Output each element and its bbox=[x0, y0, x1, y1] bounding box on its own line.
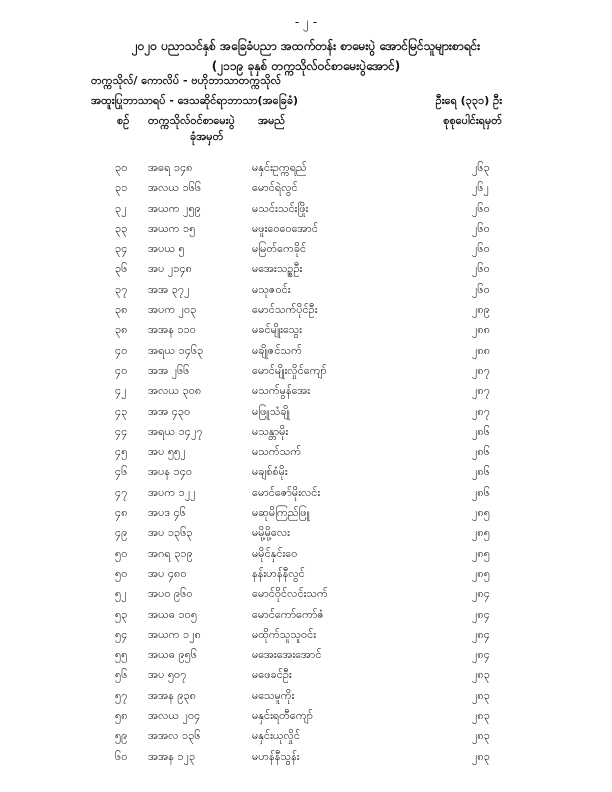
row-marks: ၂၈၄ bbox=[472, 627, 490, 641]
row-number: ၆၀ bbox=[115, 749, 128, 763]
row-marks: ၂၈၉ bbox=[472, 303, 490, 317]
table-row bbox=[0, 321, 612, 341]
row-roll-number: အအ ၃၇၂ bbox=[148, 282, 190, 296]
row-marks: ၂၈၃ bbox=[472, 729, 490, 743]
row-roll-number: အပယ ၅ bbox=[148, 242, 185, 256]
row-roll-number: အလယ ၁၆၆ bbox=[148, 181, 202, 195]
row-number: ၄၃ bbox=[115, 404, 128, 418]
table-row bbox=[0, 240, 612, 260]
row-marks: ၂၈၅ bbox=[472, 566, 490, 580]
row-name: မမို့မို့လေး bbox=[252, 526, 290, 540]
row-number: ၅၆ bbox=[115, 668, 128, 682]
row-roll-number: အပ ၄၈၀ bbox=[148, 566, 187, 580]
table-row bbox=[0, 545, 612, 565]
row-roll-number: အပဝ ၉၆၀ bbox=[148, 587, 193, 601]
row-roll-number: အပ ၅၅၂ bbox=[148, 445, 186, 459]
row-name: မနှင်းဥက္ကရည် bbox=[252, 161, 307, 174]
row-marks: ၂၈၃ bbox=[472, 749, 490, 763]
table-row bbox=[0, 423, 612, 443]
row-number: ၄၈ bbox=[115, 506, 128, 520]
row-marks: ၂၈၅ bbox=[472, 546, 490, 560]
row-name: မဆုမိကြည်ဖြူ bbox=[252, 506, 310, 520]
row-roll-number: အယဓ ၉၅၆ bbox=[148, 648, 198, 662]
row-marks: ၂၈၃ bbox=[472, 668, 490, 682]
row-number: ၄၉ bbox=[115, 526, 128, 540]
row-number: ၄၀ bbox=[115, 363, 128, 377]
row-name: မသုဇဝင်း bbox=[252, 282, 291, 296]
table-row bbox=[0, 727, 612, 747]
table-row bbox=[0, 403, 612, 423]
results-table bbox=[0, 159, 612, 768]
page-number: - ၂ - bbox=[294, 15, 318, 29]
row-number: ၃၁ bbox=[115, 181, 128, 195]
row-roll-number: အပက ၁၂၂ bbox=[148, 485, 196, 499]
table-row bbox=[0, 260, 612, 280]
column-header-marks: စုစုပေါင်းရမှတ် bbox=[443, 114, 502, 127]
row-marks: ၂၈၃ bbox=[472, 709, 490, 723]
column-header-no: စဉ် bbox=[117, 114, 130, 127]
table-row bbox=[0, 159, 612, 179]
row-marks: ၂၈၅ bbox=[472, 506, 490, 520]
row-marks: ၂၈၈ bbox=[472, 323, 490, 337]
row-name: မောင်ဝိုင်လင်းသက် bbox=[252, 587, 328, 601]
table-row bbox=[0, 748, 612, 768]
table-row bbox=[0, 626, 612, 646]
row-number: ၄၇ bbox=[115, 485, 128, 499]
row-roll-number: အပ ၂၁၄၈ bbox=[148, 262, 192, 276]
row-number: ၄၄ bbox=[115, 424, 128, 438]
row-number: ၄၆ bbox=[115, 465, 128, 479]
row-number: ၃၀ bbox=[115, 161, 128, 174]
table-row bbox=[0, 220, 612, 240]
row-roll-number: အအန ၁၁၀ bbox=[148, 323, 196, 337]
row-name: မသက်မွန်အေး bbox=[252, 384, 311, 398]
row-roll-number: အပ ၅၀၇ bbox=[148, 668, 187, 682]
row-number: ၄၀ bbox=[115, 343, 128, 357]
row-name: မဖြူသံချို bbox=[252, 404, 290, 418]
row-marks: ၂၆၂ bbox=[472, 181, 489, 195]
table-row bbox=[0, 301, 612, 321]
table-row bbox=[0, 443, 612, 463]
row-number: ၄၂ bbox=[115, 384, 127, 398]
row-marks: ၂၈၈ bbox=[472, 343, 490, 357]
row-roll-number: အအ ၄၃၀ bbox=[148, 404, 191, 418]
row-roll-number: အယက ၁၅ bbox=[148, 221, 196, 235]
row-marks: ၂၈၇ bbox=[472, 384, 490, 398]
row-roll-number: အလယ ၂၀၄ bbox=[148, 709, 201, 723]
table-row bbox=[0, 484, 612, 504]
row-marks: ၂၈၄ bbox=[472, 607, 490, 621]
row-marks: ၂၆၀ bbox=[472, 282, 490, 296]
row-name: မခင်မျိုးသွေး bbox=[252, 323, 302, 337]
row-marks: ၂၈၄ bbox=[472, 648, 490, 662]
row-marks: ၂၆၀ bbox=[472, 242, 490, 256]
table-row bbox=[0, 179, 612, 199]
row-marks: ၂၈၅ bbox=[472, 526, 490, 540]
row-roll-number: အရယ ၁၄၂၇ bbox=[148, 424, 203, 438]
row-marks: ၂၆၃ bbox=[472, 161, 490, 174]
subject-line: အထူးပြုဘာသာရပ် - ဒေသဆိုင်ရာဘာသာ(အခြေခံ) bbox=[91, 94, 299, 107]
row-name: မဖေခင်ဦး bbox=[252, 668, 292, 682]
row-roll-number: အအန ၉၃၈ bbox=[148, 688, 197, 702]
row-number: ၅၃ bbox=[115, 607, 128, 621]
row-roll-number: အပက ၂၀၃ bbox=[148, 303, 197, 317]
table-row bbox=[0, 606, 612, 626]
row-name: မအေးအေးအောင် bbox=[252, 648, 322, 662]
row-marks: ၂၆၀ bbox=[472, 221, 490, 235]
row-marks: ၂၈၆ bbox=[472, 424, 490, 438]
row-name: မောင်ရဲလွင် bbox=[252, 181, 298, 195]
row-number: ၅၀ bbox=[115, 546, 128, 560]
row-number: ၅၄ bbox=[115, 627, 128, 641]
row-name: မမိုင်နှင်းဝေ bbox=[252, 546, 298, 560]
row-roll-number: အပဒ ၄၆ bbox=[148, 506, 186, 520]
row-marks: ၂၆၀ bbox=[472, 201, 490, 215]
table-row bbox=[0, 524, 612, 544]
row-number: ၃၃ bbox=[115, 221, 128, 235]
row-roll-number: အယဓ ၁၀၅ bbox=[148, 607, 198, 621]
row-roll-number: အရေ ၁၄၈ bbox=[148, 161, 193, 174]
row-roll-number: အပန ၁၄၀ bbox=[148, 465, 193, 479]
row-marks: ၂၈၆ bbox=[472, 465, 490, 479]
table-row bbox=[0, 565, 612, 585]
row-number: ၅၂ bbox=[115, 587, 127, 601]
row-marks: ၂၈၃ bbox=[472, 688, 490, 702]
row-marks: ၂၈၇ bbox=[472, 363, 490, 377]
row-number: ၃၈ bbox=[115, 323, 128, 337]
document-subtitle: (၂၁၁၉ ခုနှစ် တက္ကသိုလ်ဝင်စာမေးပွဲအောင်) bbox=[211, 59, 401, 73]
row-roll-number: အပ ၁၃၆၃ bbox=[148, 526, 193, 540]
row-roll-number: အအ ၂၆၆ bbox=[148, 363, 190, 377]
row-roll-number: အလယ ၃၀၈ bbox=[148, 384, 202, 398]
row-number: ၅၅ bbox=[115, 648, 128, 662]
row-name: မသင်းသင်းဖြိုး bbox=[252, 201, 309, 215]
row-number: ၅၀ bbox=[115, 566, 128, 580]
table-row bbox=[0, 281, 612, 301]
table-row bbox=[0, 342, 612, 362]
table-row bbox=[0, 585, 612, 605]
row-number: ၅၈ bbox=[115, 709, 128, 723]
row-name: နန်းဟန်နီလွင် bbox=[252, 566, 305, 580]
row-name: မနှင်းရတီကျော် bbox=[252, 709, 313, 723]
column-header-roll: တက္ကသိုလ်ဝင်စာမေးပွဲ bbox=[148, 114, 235, 127]
row-roll-number: အအလ ၁၃၆ bbox=[148, 729, 201, 743]
table-row bbox=[0, 504, 612, 524]
row-number: ၃၈ bbox=[115, 303, 128, 317]
row-number: ၃၄ bbox=[115, 242, 128, 256]
row-name: မမြတ်ကေခိုင် bbox=[252, 242, 307, 256]
row-name: မချစ်စံမိုး bbox=[252, 465, 288, 479]
row-name: မနှင်းယုလှိုင် bbox=[252, 729, 300, 743]
row-name: မောင်ဇော်မိုးလင်း bbox=[252, 485, 321, 499]
column-header-name: အမည် bbox=[258, 114, 286, 127]
row-roll-number: အအန ၁၂၃ bbox=[148, 749, 196, 763]
row-name: မဖူးဝေဝေအောင် bbox=[252, 221, 318, 235]
row-marks: ၂၈၄ bbox=[472, 587, 490, 601]
row-number: ၃၂ bbox=[115, 201, 127, 215]
row-number: ၅၇ bbox=[115, 688, 128, 702]
table-row bbox=[0, 200, 612, 220]
row-name: မချိုဇင်သက် bbox=[252, 343, 302, 357]
row-name: မဟန်နီသွန်း bbox=[252, 749, 300, 763]
row-roll-number: အရယ ၁၄၆၃ bbox=[148, 343, 204, 357]
column-header-roll-line2: ခုံအမှတ် bbox=[190, 130, 224, 143]
row-name: မအေးသဉ္စဦး bbox=[252, 262, 303, 276]
row-marks: ၂၈၆ bbox=[472, 485, 490, 499]
table-row bbox=[0, 707, 612, 727]
row-name: မသက်သက် bbox=[252, 445, 302, 459]
row-roll-number: အယက ၂၅၉ bbox=[148, 201, 201, 215]
row-name: မောင်ကော်ကော်ဇံ bbox=[252, 607, 324, 621]
table-row bbox=[0, 382, 612, 402]
table-row bbox=[0, 646, 612, 666]
row-name: မောင်သက်ပိုင်ဦး bbox=[252, 303, 318, 317]
row-name: မထိုက်သူသူဝင်း bbox=[252, 627, 317, 641]
table-row bbox=[0, 666, 612, 686]
total-count: ဦးရေ (၃၃၁) ဦး bbox=[435, 94, 502, 107]
row-name: မသန္တာမိုး bbox=[252, 424, 289, 438]
row-name: မောင်မျိုးလှိုင်ကျော် bbox=[252, 363, 327, 377]
row-number: ၄၅ bbox=[115, 445, 128, 459]
row-number: ၃၆ bbox=[115, 262, 128, 276]
row-roll-number: အယက ၁၂၈ bbox=[148, 627, 201, 641]
university-line: တက္ကသိုလ်/ ကောလိပ် - ဗဟိုဘာသာတက္ကသိုလ် bbox=[91, 74, 282, 87]
table-row bbox=[0, 687, 612, 707]
document-title: ၂၀၂၀ ပညာသင်နှစ် အခြေခံပညာ အထက်တန်း စာမေးပွဲ အောင်မြင်သူများစာရင်း bbox=[131, 39, 481, 53]
table-row bbox=[0, 362, 612, 382]
row-number: ၅၉ bbox=[115, 729, 128, 743]
row-marks: ၂၈၇ bbox=[472, 404, 490, 418]
table-row bbox=[0, 463, 612, 483]
row-name: မသေမူကိုး bbox=[252, 688, 295, 702]
row-number: ၃၇ bbox=[115, 282, 128, 296]
row-roll-number: အဂရ ၃၁၉ bbox=[148, 546, 193, 560]
row-marks: ၂၆၀ bbox=[472, 262, 490, 276]
row-marks: ၂၈၆ bbox=[472, 445, 490, 459]
